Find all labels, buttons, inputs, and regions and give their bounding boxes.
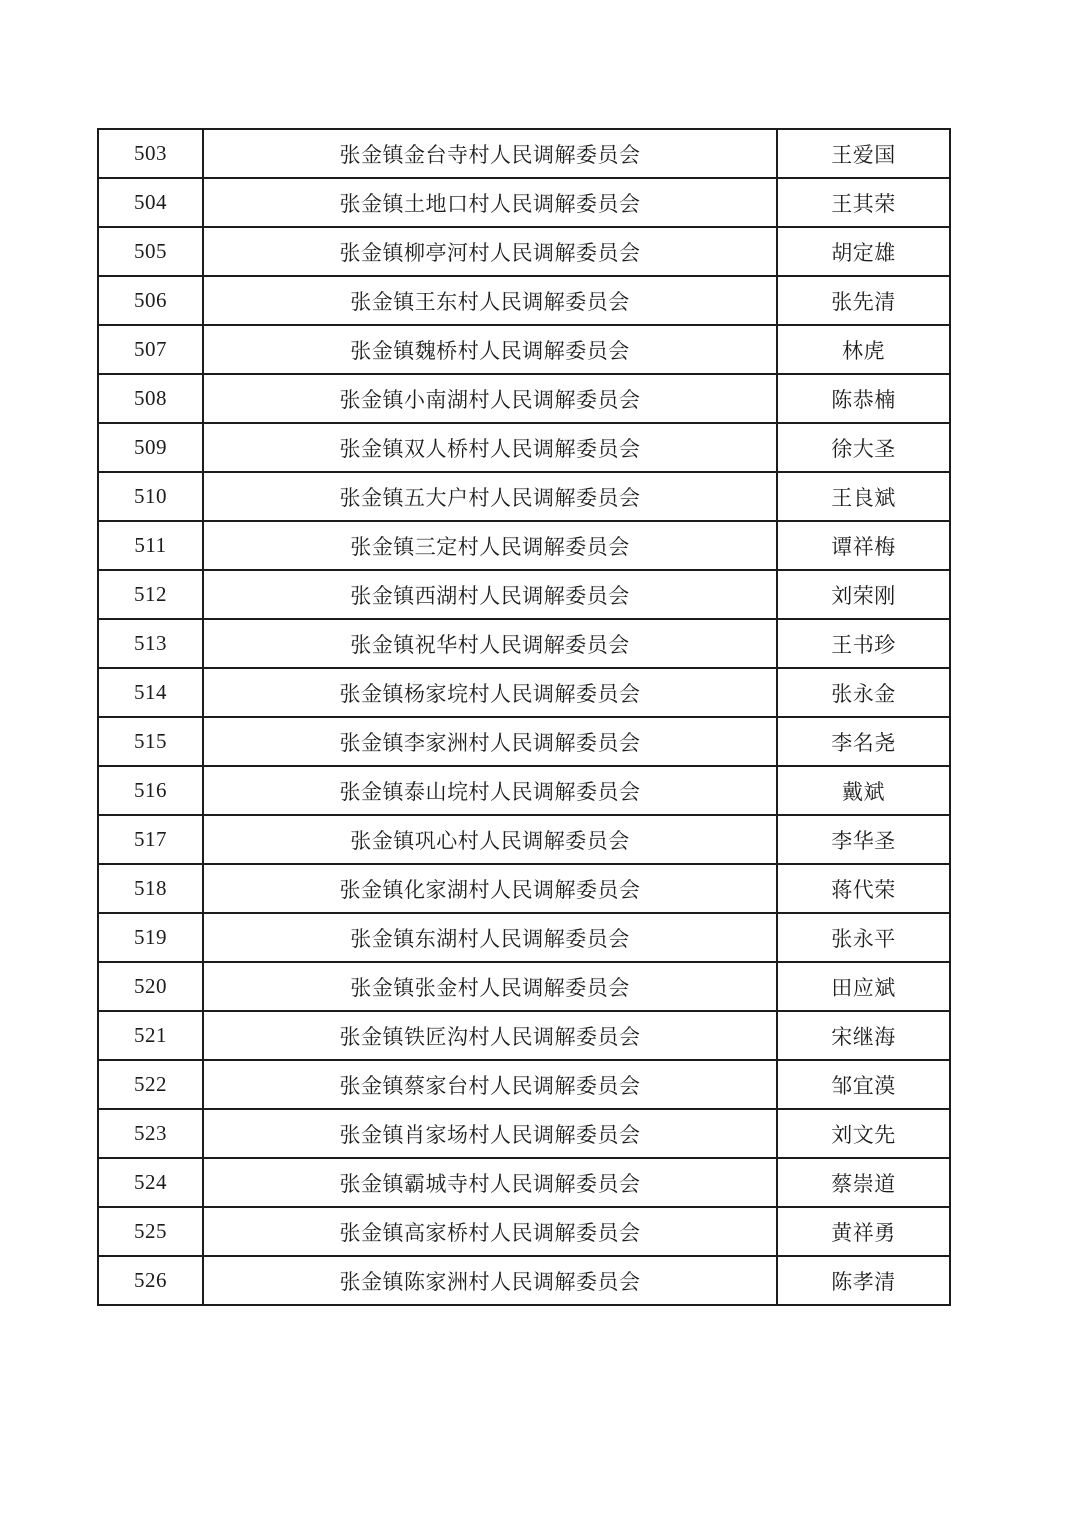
table-row bbox=[98, 1207, 950, 1256]
person-name-cell: 林虎 bbox=[777, 325, 950, 374]
person-name-cell: 李名尧 bbox=[777, 717, 950, 766]
person-name-cell: 黄祥勇 bbox=[777, 1207, 950, 1256]
table-row bbox=[98, 1109, 950, 1158]
table-row bbox=[98, 864, 950, 913]
committee-name-cell: 张金镇五大户村人民调解委员会 bbox=[203, 472, 777, 521]
table-row bbox=[98, 913, 950, 962]
table-row bbox=[98, 1158, 950, 1207]
committee-name-cell: 张金镇肖家场村人民调解委员会 bbox=[203, 1109, 777, 1158]
table-row bbox=[98, 227, 950, 276]
committee-name-cell: 张金镇杨家垸村人民调解委员会 bbox=[203, 668, 777, 717]
row-number-cell: 503 bbox=[98, 129, 203, 178]
table-row bbox=[98, 129, 950, 178]
table-row bbox=[98, 423, 950, 472]
person-name-cell: 刘文先 bbox=[777, 1109, 950, 1158]
person-name-cell: 蒋代荣 bbox=[777, 864, 950, 913]
table-row bbox=[98, 766, 950, 815]
person-name-cell: 王其荣 bbox=[777, 178, 950, 227]
committee-name-cell: 张金镇东湖村人民调解委员会 bbox=[203, 913, 777, 962]
person-name-cell: 谭祥梅 bbox=[777, 521, 950, 570]
table-row bbox=[98, 1011, 950, 1060]
person-name-cell: 徐大圣 bbox=[777, 423, 950, 472]
committee-name-cell: 张金镇双人桥村人民调解委员会 bbox=[203, 423, 777, 472]
committee-name-cell: 张金镇王东村人民调解委员会 bbox=[203, 276, 777, 325]
committee-name-cell: 张金镇张金村人民调解委员会 bbox=[203, 962, 777, 1011]
table-row bbox=[98, 815, 950, 864]
row-number-cell: 518 bbox=[98, 864, 203, 913]
committee-name-cell: 张金镇三定村人民调解委员会 bbox=[203, 521, 777, 570]
table-row bbox=[98, 668, 950, 717]
person-name-cell: 张永金 bbox=[777, 668, 950, 717]
row-number-cell: 520 bbox=[98, 962, 203, 1011]
committee-name-cell: 张金镇金台寺村人民调解委员会 bbox=[203, 129, 777, 178]
row-number-cell: 511 bbox=[98, 521, 203, 570]
committee-name-cell: 张金镇泰山垸村人民调解委员会 bbox=[203, 766, 777, 815]
committee-name-cell: 张金镇蔡家台村人民调解委员会 bbox=[203, 1060, 777, 1109]
row-number-cell: 522 bbox=[98, 1060, 203, 1109]
table-row bbox=[98, 325, 950, 374]
person-name-cell: 邹宜漠 bbox=[777, 1060, 950, 1109]
person-name-cell: 宋继海 bbox=[777, 1011, 950, 1060]
person-name-cell: 蔡崇道 bbox=[777, 1158, 950, 1207]
row-number-cell: 517 bbox=[98, 815, 203, 864]
committee-name-cell: 张金镇祝华村人民调解委员会 bbox=[203, 619, 777, 668]
table-row bbox=[98, 962, 950, 1011]
committee-name-cell: 张金镇高家桥村人民调解委员会 bbox=[203, 1207, 777, 1256]
committee-name-cell: 张金镇西湖村人民调解委员会 bbox=[203, 570, 777, 619]
person-name-cell: 张先清 bbox=[777, 276, 950, 325]
table-row bbox=[98, 276, 950, 325]
row-number-cell: 515 bbox=[98, 717, 203, 766]
person-name-cell: 王良斌 bbox=[777, 472, 950, 521]
row-number-cell: 521 bbox=[98, 1011, 203, 1060]
table-row bbox=[98, 521, 950, 570]
committee-name-cell: 张金镇柳亭河村人民调解委员会 bbox=[203, 227, 777, 276]
row-number-cell: 525 bbox=[98, 1207, 203, 1256]
row-number-cell: 507 bbox=[98, 325, 203, 374]
committee-name-cell: 张金镇铁匠沟村人民调解委员会 bbox=[203, 1011, 777, 1060]
person-name-cell: 张永平 bbox=[777, 913, 950, 962]
person-name-cell: 李华圣 bbox=[777, 815, 950, 864]
row-number-cell: 524 bbox=[98, 1158, 203, 1207]
table-row bbox=[98, 1060, 950, 1109]
row-number-cell: 509 bbox=[98, 423, 203, 472]
row-number-cell: 512 bbox=[98, 570, 203, 619]
committee-name-cell: 张金镇陈家洲村人民调解委员会 bbox=[203, 1256, 777, 1305]
committee-name-cell: 张金镇化家湖村人民调解委员会 bbox=[203, 864, 777, 913]
person-name-cell: 王爱国 bbox=[777, 129, 950, 178]
row-number-cell: 504 bbox=[98, 178, 203, 227]
table-row bbox=[98, 619, 950, 668]
committee-name-cell: 张金镇巩心村人民调解委员会 bbox=[203, 815, 777, 864]
person-name-cell: 田应斌 bbox=[777, 962, 950, 1011]
table-row bbox=[98, 570, 950, 619]
committee-name-cell: 张金镇魏桥村人民调解委员会 bbox=[203, 325, 777, 374]
table-row bbox=[98, 374, 950, 423]
committee-name-cell: 张金镇李家洲村人民调解委员会 bbox=[203, 717, 777, 766]
row-number-cell: 510 bbox=[98, 472, 203, 521]
committee-name-cell: 张金镇霸城寺村人民调解委员会 bbox=[203, 1158, 777, 1207]
table-row bbox=[98, 178, 950, 227]
person-name-cell: 王书珍 bbox=[777, 619, 950, 668]
row-number-cell: 514 bbox=[98, 668, 203, 717]
committee-name-cell: 张金镇小南湖村人民调解委员会 bbox=[203, 374, 777, 423]
person-name-cell: 戴斌 bbox=[777, 766, 950, 815]
row-number-cell: 523 bbox=[98, 1109, 203, 1158]
person-name-cell: 陈恭楠 bbox=[777, 374, 950, 423]
row-number-cell: 513 bbox=[98, 619, 203, 668]
row-number-cell: 516 bbox=[98, 766, 203, 815]
table-body bbox=[98, 129, 950, 1305]
table-row bbox=[98, 472, 950, 521]
row-number-cell: 526 bbox=[98, 1256, 203, 1305]
table-row bbox=[98, 1256, 950, 1305]
table-row bbox=[98, 717, 950, 766]
person-name-cell: 陈孝清 bbox=[777, 1256, 950, 1305]
person-name-cell: 刘荣刚 bbox=[777, 570, 950, 619]
person-name-cell: 胡定雄 bbox=[777, 227, 950, 276]
row-number-cell: 506 bbox=[98, 276, 203, 325]
row-number-cell: 505 bbox=[98, 227, 203, 276]
row-number-cell: 508 bbox=[98, 374, 203, 423]
committee-name-cell: 张金镇土地口村人民调解委员会 bbox=[203, 178, 777, 227]
mediation-committee-table bbox=[97, 128, 951, 1306]
row-number-cell: 519 bbox=[98, 913, 203, 962]
